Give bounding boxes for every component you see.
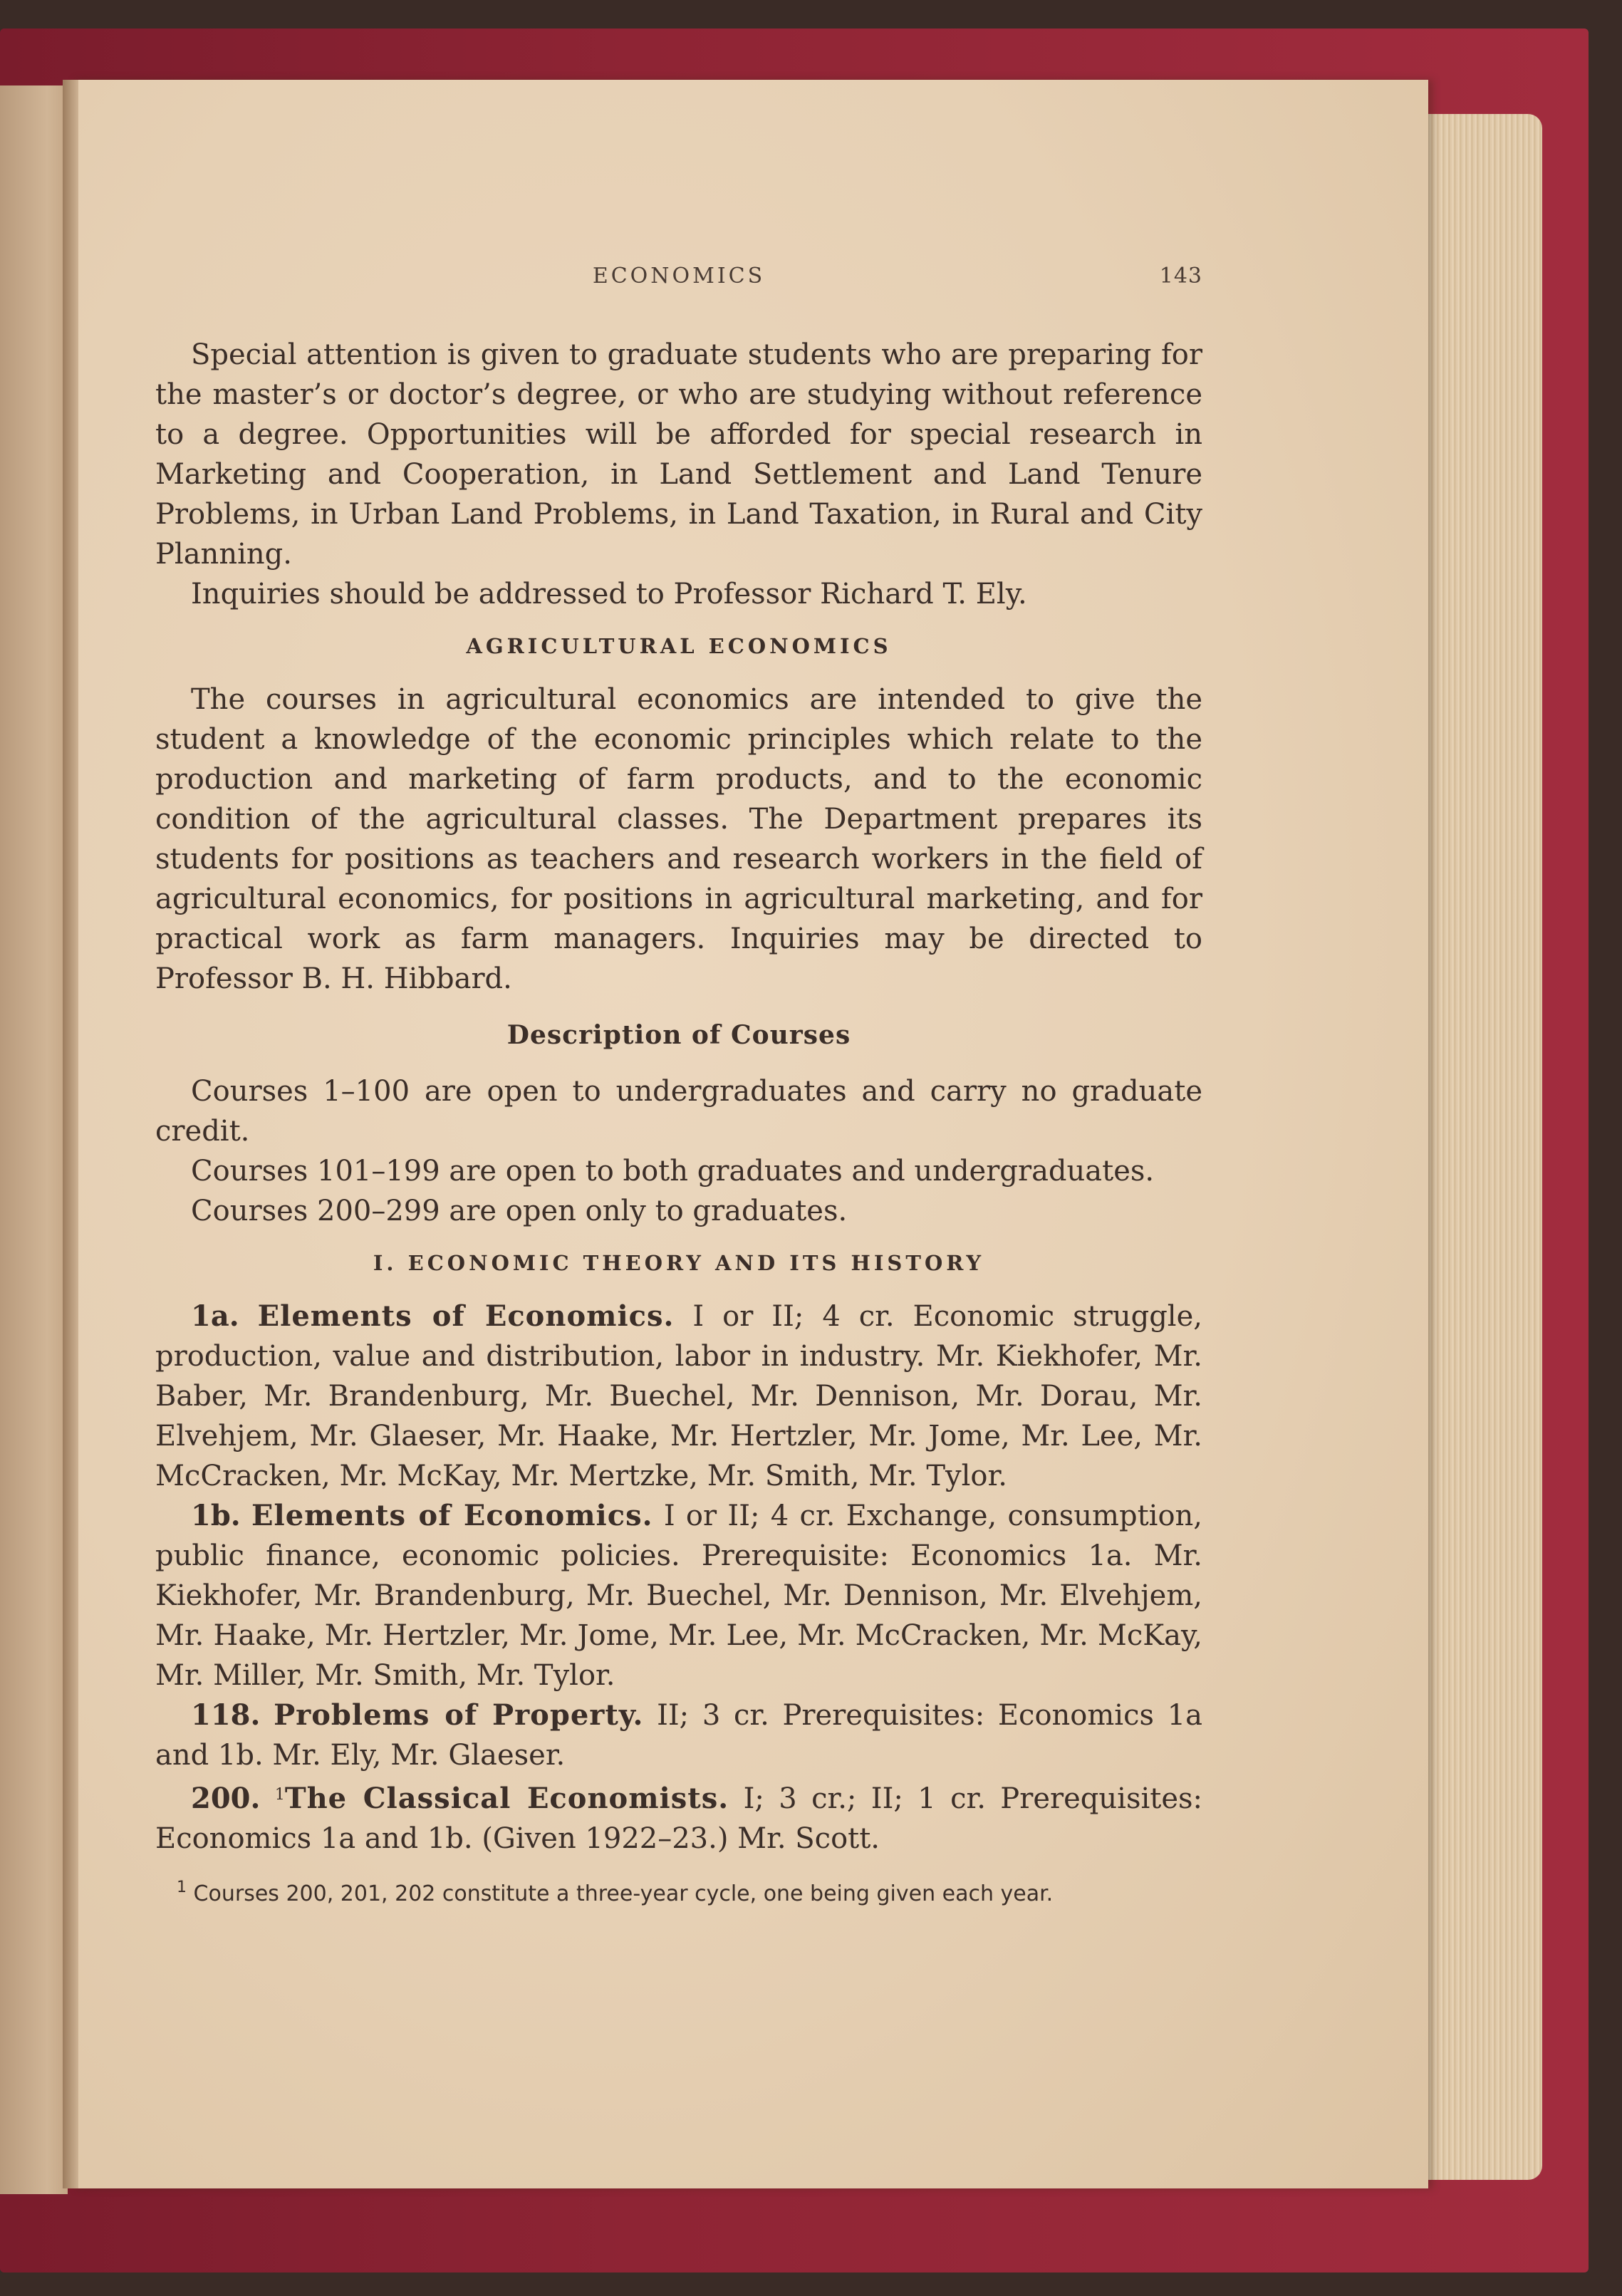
page-content [155,335,1202,1908]
agri-paragraph: The courses in agricultural economics are intended to give the student a knowledge of the economic principles which relate to the production and marketing of farm products, and to the economic condition of the agricultural classes. The Department prepares its students for positions as teachers and research workers in the field of agricultural economics, for positions in agricultural marketing, and for practical work as farm managers. Inquiries may be directed to Professor B. H. Hibbard. [155,683,1202,995]
running-head [155,264,1202,299]
course-number: 200. [191,1782,261,1815]
course-number: 118. [191,1698,261,1732]
course-entry [155,1496,1202,1695]
course-title: Problems of Property. [274,1698,644,1732]
course-number: 1a. [191,1299,239,1333]
section-heading: I. ECONOMIC THEORY AND ITS HISTORY [373,1251,985,1275]
course-description: II; 3 cr. Prerequisites: Economics 1a and 1b. Mr. Ely, Mr. Glaeser. [155,1699,1202,1772]
credit-note-2: Courses 101–199 are open to both graduates and undergraduates. [191,1155,1155,1188]
credit-note-1: Courses 1–100 are open to undergraduates and carry no graduate credit. [155,1075,1202,1148]
course-title: Elements of Economics. [257,1299,675,1333]
course-entry [155,1775,1202,1859]
course-entry [155,1695,1202,1775]
course-description: I or II; 4 cr. Economic struggle, production, value and distribution, labor in industry. Mr. Kiekhofer, Mr. Baber, Mr. Brandenburg, Mr. Buechel, Mr. Dennison, Mr. Dorau, Mr. Elvehjem, Mr. Glaeser, Mr. Haake, Mr. Hertzler, Mr. Jome, Mr. Lee, Mr. McCracken, Mr. McKay, Mr. Mertzke, Mr. Smith, Mr. Tylor. [155,1300,1202,1492]
course-description: I; 3 cr.; II; 1 cr. Prerequisites: Economics 1a and 1b. (Given 1922–23.) Mr. Scott. [155,1782,1203,1855]
inquiries-paragraph: Inquiries should be addressed to Professor Richard T. Ely. [191,578,1027,611]
course-title: The Classical Economists. [284,1782,729,1815]
course-title: Elements of Economics. [251,1499,653,1532]
footnote [155,1874,1202,1908]
course-number: 1b. [191,1499,241,1532]
description-heading: Description of Courses [506,1020,851,1050]
previous-page-edge [0,85,68,2194]
credit-note-3: Courses 200–299 are open only to graduates. [191,1195,848,1227]
agri-heading: AGRICULTURAL ECONOMICS [466,634,892,658]
running-head-title: ECONOMICS [592,264,766,289]
course-description: I or II; 4 cr. Exchange, consumption, public finance, economic policies. Prerequisite: Economics 1a. Mr. Kiekhofer, Mr. Brandenburg, Mr. Buechel, Mr. Dennison, Mr. Elvehjem, Mr. Haake, Mr. Hertzler, Mr. Jome, Mr. Lee, Mr. McCracken, Mr. McKay, Mr. Miller, Mr. Smith, Mr. Tylor. [155,1500,1202,1692]
footnote-reference: 1 [274,1786,285,1804]
intro-paragraph: Special attention is given to graduate students who are preparing for the master’s or doctor’s degree, or who are studying without reference to a degree. Opportunities will be afforded for special research in Marketing and Cooperation, in Land Settlement and Land Tenure Problems, in Urban Land Problems, in Land Taxation, in Rural and City Planning. [155,338,1202,571]
course-entry [155,1297,1202,1496]
book-gutter [63,80,78,2188]
footnote-text: Courses 200, 201, 202 constitute a three-year cycle, one being given each year. [193,1881,1054,1906]
footnote-marker: 1 [177,1879,187,1896]
page-number: 143 [1159,264,1202,289]
